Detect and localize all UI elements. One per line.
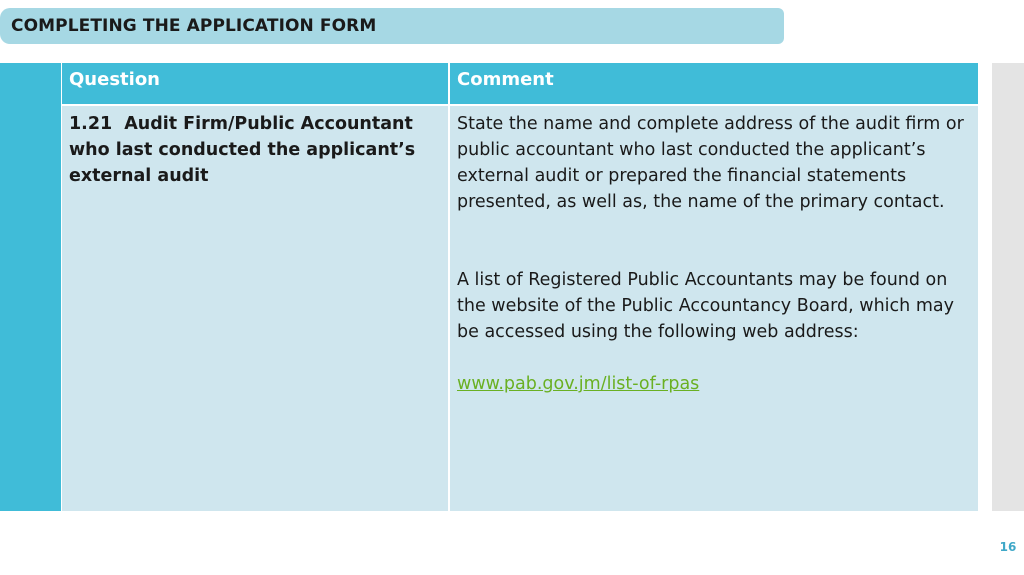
question-cell <box>62 106 448 511</box>
column-header-question: Question <box>62 63 448 104</box>
comment-paragraph-registry: A list of Registered Public Accountants may be found on the website of the Public Accountancy Board, which may be accessed using the following web address: <box>457 270 954 342</box>
question-comment-table <box>62 63 978 511</box>
right-side-panel <box>992 63 1024 511</box>
rpas-list-link[interactable]: www.pab.gov.jm/list-of-rpas <box>457 374 700 394</box>
column-header-comment: Comment <box>450 63 978 104</box>
comment-paragraph-instructions: State the name and complete address of the audit firm or public accountant who last conducted the applicant’s external audit or prepared the financial statements presented, as well as, the name of the primary contact. <box>457 114 964 212</box>
question-number: 1.21 <box>69 114 113 134</box>
title-banner <box>0 8 784 44</box>
comment-cell <box>450 106 978 511</box>
page-title: COMPLETING THE APPLICATION FORM <box>11 16 377 36</box>
comment-link-paragraph <box>457 371 966 397</box>
page-number: 16 <box>999 540 1017 554</box>
left-accent-bar <box>0 63 61 511</box>
question-text: Audit Firm/Public Accountant who last conducted the applicant’s external audit <box>69 114 416 186</box>
